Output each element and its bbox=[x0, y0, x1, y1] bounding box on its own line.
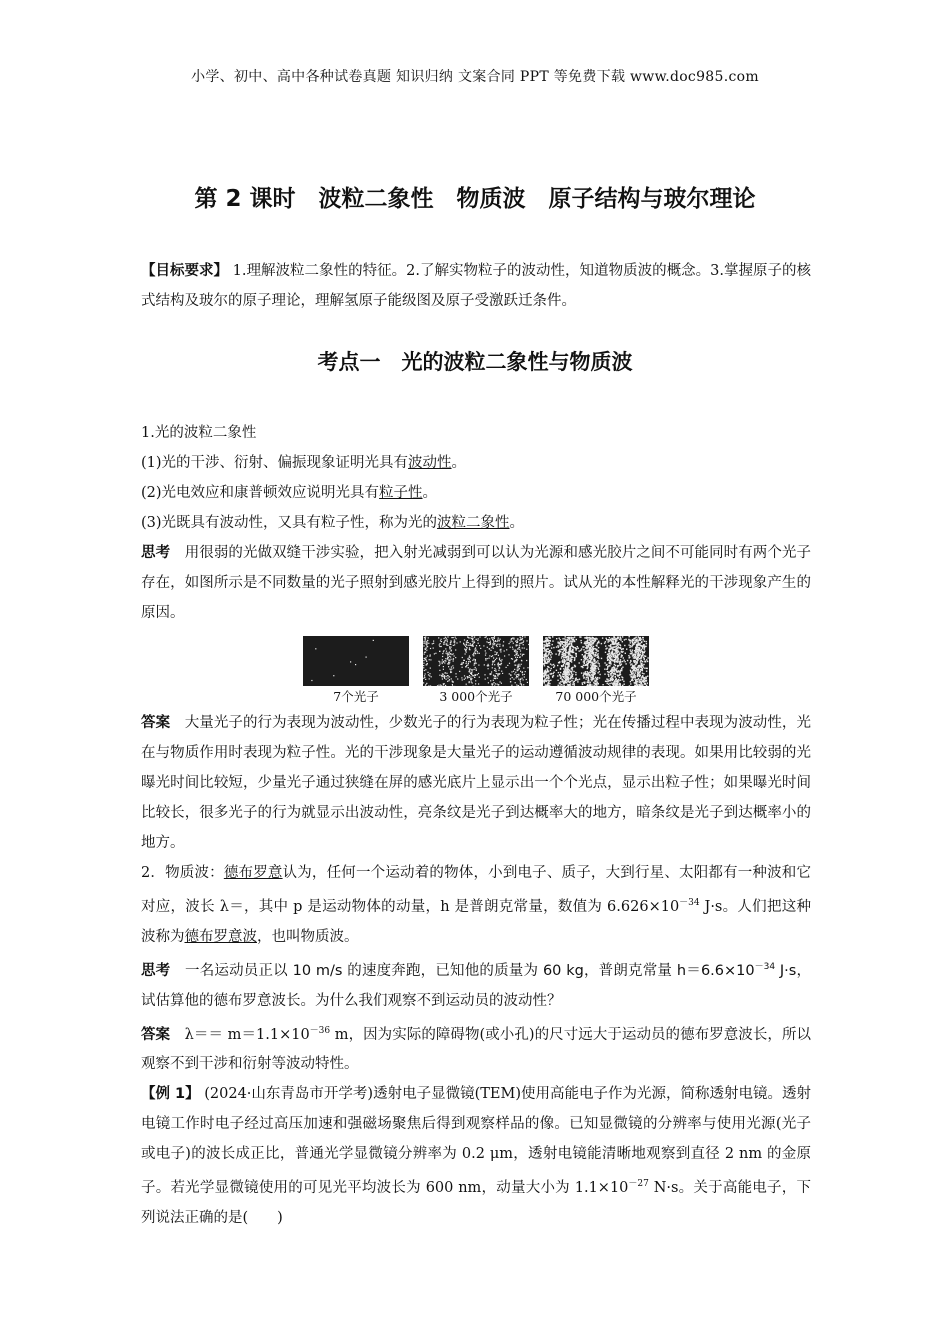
figure-panel-3000 bbox=[423, 636, 529, 708]
answer-label: 答案 bbox=[141, 1026, 171, 1043]
figure-caption: 7个光子 bbox=[333, 689, 379, 704]
example-1: 【例 1】 (2024·山东青岛市开学考)透射电子显微镜(TEM)使用高能电子作为光源，简称透射电镜。透射电镜工作时电子经过高压加速和强磁场聚焦后得到观察样品的像。已知显微镜的分辨率与使用光源(光子或电子)的波长成正比，普通光学显微镜分辨率为 0.2 μm，透射电镜能清晰地观察到直径 2 nm 的金原子。若光学显微镜使用的可见光平均波长为 600 nm，动量大小为 $1.1\times 10^{-27}$ N·s。关于高能电子，下列说法正确的是( ) bbox=[141, 1086, 811, 1227]
paragraph-1: 1.光的波粒二象性 bbox=[141, 425, 257, 441]
underlined-answer: 德布罗意波 bbox=[184, 928, 257, 945]
underlined-answer: 德布罗意 bbox=[223, 865, 283, 881]
photo-70000-photons bbox=[543, 636, 649, 686]
photo-7-photons bbox=[303, 636, 409, 686]
page-title: 第 2 课时 波粒二象性 物质波 原子结构与玻尔理论 bbox=[194, 186, 756, 212]
paragraph-3: (2)光电效应和康普顿效应说明光具有粒子性。 bbox=[141, 485, 438, 501]
main-body bbox=[141, 418, 811, 1233]
example-label: 【例 1】 bbox=[141, 1086, 200, 1103]
think-label: 思考 bbox=[141, 962, 171, 979]
photon-interference-figure bbox=[141, 636, 811, 708]
paragraph-5: 2．物质波：德布罗意认为，任何一个运动着的物体，小到电子、质子，大到行星、太阳都有一种波和它对应，波长 λ＝，其中 p 是运动物体的动量，h 是普朗克常量，数值为 $6.626\times 10^{-34}$ J·s。人们把这种波称为德布罗意波，也叫物质波。 bbox=[141, 865, 811, 945]
figure-caption: 3 000个光子 bbox=[439, 689, 513, 704]
section-title: 考点一 光的波粒二象性与物质波 bbox=[317, 350, 633, 374]
learning-goals bbox=[141, 256, 811, 316]
answer-label: 答案 bbox=[141, 715, 171, 731]
think-label: 思考 bbox=[141, 545, 171, 561]
think-question-2: 思考 一名运动员正以 10 m/s 的速度奔跑，已知他的质量为 60 kg，普朗克常量 $h=6.6\times 10^{-34}$ J·s，试估算他的德布罗意波长。为什么我们观察不到运动员的波动性？ bbox=[141, 961, 811, 1009]
photo-3000-photons bbox=[423, 636, 529, 686]
answer-1: 答案 大量光子的行为表现为波动性，少数光子的行为表现为粒子性；光在传播过程中表现为波动性，光在与物质作用时表现为粒子性。光的干涉现象是大量光子的运动遵循波动规律的表现。如果用比较弱的光曝光时间比较短，少量光子通过狭缝在屏的感光底片上显示出一个个光点，显示出粒子性；如果曝光时间比较长，很多光子的行为就显示出波动性，亮条纹是光子到达概率大的地方，暗条纹是光子到达概率小的地方。 bbox=[141, 715, 812, 851]
goal-text: 1.理解波粒二象性的特征。2.了解实物粒子的波动性，知道物质波的概念。3.掌握原子的核式结构及玻尔的原子理论，理解氢原子能级图及原子受激跃迁条件。 bbox=[141, 263, 812, 309]
goal-label: 【目标要求】 bbox=[141, 263, 229, 279]
figure-caption: 70 000个光子 bbox=[555, 689, 637, 704]
underlined-answer: 波粒二象性 bbox=[437, 515, 510, 531]
figure-panel-7 bbox=[303, 636, 409, 708]
underlined-answer: 波动性 bbox=[408, 455, 452, 471]
underlined-answer: 粒子性 bbox=[379, 485, 423, 501]
paragraph-4: (3)光既具有波动性，又具有粒子性，称为光的波粒二象性。 bbox=[141, 515, 525, 531]
answer-2: 答案 $\lambda== m=1.1\times 10^{-36}$ m，因为实际的障碍物(或小孔)的尺寸远大于运动员的德布罗意波长，所以观察不到干涉和衍射等波动特性。 bbox=[141, 1025, 811, 1073]
paragraph-2: (1)光的干涉、衍射、偏振现象证明光具有波动性。 bbox=[141, 455, 467, 471]
page-header: 小学、初中、高中各种试卷真题 知识归纳 文案合同 PPT 等免费下载 www.doc985.com bbox=[191, 69, 759, 85]
think-question-1: 思考 用很弱的光做双缝干涉实验，把入射光减弱到可以认为光源和感光胶片之间不可能同时有两个光子存在，如图所示是不同数量的光子照射到感光胶片上得到的照片。试从光的本性解释光的干涉现象产生的原因。 bbox=[141, 545, 812, 621]
figure-panel-70000 bbox=[543, 636, 649, 708]
